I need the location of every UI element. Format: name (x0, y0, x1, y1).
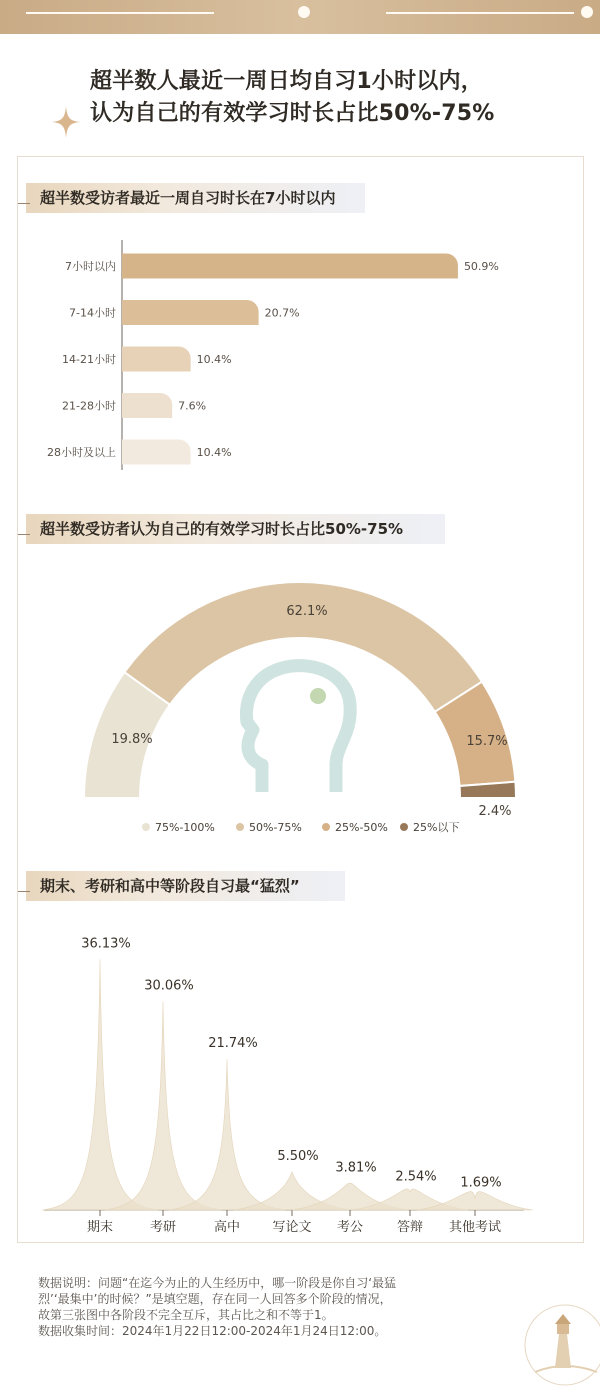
legend-swatch-2 (322, 823, 330, 831)
section-title-intense-stages: 期末、考研和高中等阶段自习最“猛烈” (26, 871, 345, 901)
value-label-0: 50.9% (463, 260, 499, 273)
spike-0 (42, 959, 158, 1210)
category-label-2: 14-21小时 (62, 353, 116, 366)
note-line-4: 数据收集时间：2024年1月22日12:00-2024年1月24日12:00。 (38, 1324, 387, 1338)
bar-0 (122, 254, 458, 279)
category-label-1: 考研 (149, 1220, 177, 1235)
category-label-3: 21-28小时 (62, 399, 116, 413)
headline-line-2: 认为自己的有效学习时长占比50%-75% (90, 101, 495, 126)
value-label-2: 21.74% (208, 1036, 258, 1052)
spike-2 (169, 1059, 285, 1210)
value-label-6: 1.69% (460, 1175, 502, 1191)
sparkle-icon (52, 106, 80, 138)
head-icon (246, 666, 350, 792)
brain-dot-icon (310, 688, 326, 704)
category-label-2: 高中 (213, 1220, 241, 1235)
headline (0, 34, 600, 134)
banner-line-left (26, 12, 214, 14)
legend-swatch-3 (400, 823, 408, 831)
slice-label-1: 62.1% (286, 604, 328, 619)
category-label-0: 7小时以内 (65, 260, 116, 273)
category-label-4: 考公 (336, 1220, 364, 1235)
top-banner (0, 0, 600, 34)
studio-logo (515, 1290, 600, 1390)
category-label-6: 其他考试 (448, 1220, 502, 1235)
bar-3 (122, 393, 172, 418)
banner-dot (298, 6, 310, 18)
value-label-0: 36.13% (81, 936, 131, 952)
category-label-4: 28小时及以上 (47, 446, 116, 459)
bar-2 (122, 347, 191, 372)
value-label-4: 3.81% (335, 1160, 377, 1176)
legend-label-3: 25%以下 (413, 821, 460, 834)
effective-ratio-half-donut (0, 560, 600, 850)
value-label-3: 7.6% (178, 399, 207, 413)
slice-label-2: 15.7% (466, 734, 508, 749)
legend-swatch-0 (142, 823, 150, 831)
slice-label-3: 2.4% (478, 804, 512, 819)
section-title-effective-ratio: 超半数受访者认为自己的有效学习时长占比50%-75% (26, 514, 445, 544)
slice-label-0: 19.8% (111, 732, 153, 747)
legend-label-0: 75%-100% (155, 821, 215, 834)
note-line-1: 数据说明：问题“在迄今为止的人生经历中，哪一阶段是你自习‘最猛 (38, 1276, 397, 1290)
headline-line-1: 超半数人最近一周日均自习1小时以内， (90, 69, 483, 94)
banner-line-right (386, 12, 574, 14)
value-label-4: 10.4% (196, 446, 232, 459)
legend-label-1: 50%-75% (249, 821, 302, 834)
legend-label-2: 25%-50% (335, 821, 388, 834)
value-label-1: 30.06% (144, 978, 194, 994)
note-line-2: 烈’‘最集中’的时候？”是填空题，存在同一人回答多个阶段的情况， (38, 1292, 392, 1306)
bar-4 (122, 440, 191, 465)
bar-1 (122, 300, 259, 325)
data-note (38, 1275, 598, 1339)
value-label-2: 10.4% (196, 353, 232, 366)
value-label-3: 5.50% (277, 1148, 319, 1164)
category-label-1: 7-14小时 (69, 306, 116, 320)
study-hours-bar-chart (0, 230, 600, 500)
value-label-1: 20.7% (264, 306, 300, 320)
value-label-5: 2.54% (395, 1169, 437, 1185)
banner-dot-right (581, 6, 593, 18)
category-label-0: 期末 (86, 1220, 114, 1235)
intense-stage-spike-chart (0, 920, 600, 1245)
legend-swatch-1 (236, 823, 244, 831)
section-title-study-hours: 超半数受访者最近一周自习时长在7小时以内 (26, 183, 365, 213)
note-line-3: 故第三张图中各阶段不完全互斥，其占比之和不等于1。 (38, 1308, 334, 1322)
donut-slice-1 (124, 582, 482, 712)
category-label-3: 写论文 (272, 1220, 312, 1235)
category-label-5: 答辩 (396, 1220, 424, 1235)
spike-1 (105, 1001, 221, 1210)
